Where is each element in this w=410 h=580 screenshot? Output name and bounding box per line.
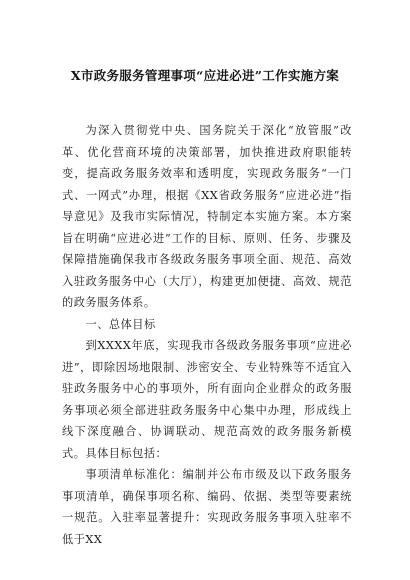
section-heading-overall-goal: 一、总体目标 (85, 317, 156, 331)
document-body (62, 120, 352, 550)
goal-item-paragraph: 事项清单标准化：编制并公布市级及以下政务服务事项清单，确保事项名称、编码、依据、类型等要素统一规范。入驻率显著提升：实现政务服务事项入驻率不低于XX (62, 468, 352, 546)
document-title: X市政务服务管理事项“应进必进”工作实施方案 (70, 68, 340, 83)
intro-paragraph: 为深入贯彻党中央、国务院关于深化“放管服”改革、优化营商环境的决策部署，加快推进政府职能转变，提高政务服务效率和透明度，实现政务服务“一门式、一网式”办理，根据《XX省政务服务“应进必进”指导意见》及我市实际情况，特制定本实施方案。本方案旨在明确“应进必进”工作的目标、原则、任务、步骤及保障措施确保我市各级政务服务事项全面、规范、高效入驻政务服务中心（大厅），构建更加便捷、高效、规范的政务服务体系。 (62, 124, 352, 309)
goal-paragraph: 到XXXX年底，实现我市各级政务服务事项“应进必进”，即除因场地限制、涉密安全、专业特殊等不适宜入驻政务服务中心的事项外，所有面向企业群众的政务服务事项必须全部进驻政务服务中心集中办理，形成线上线下深度融合、协调联动、规范高效的政务服务新模式。具体目标包括： (62, 339, 352, 460)
